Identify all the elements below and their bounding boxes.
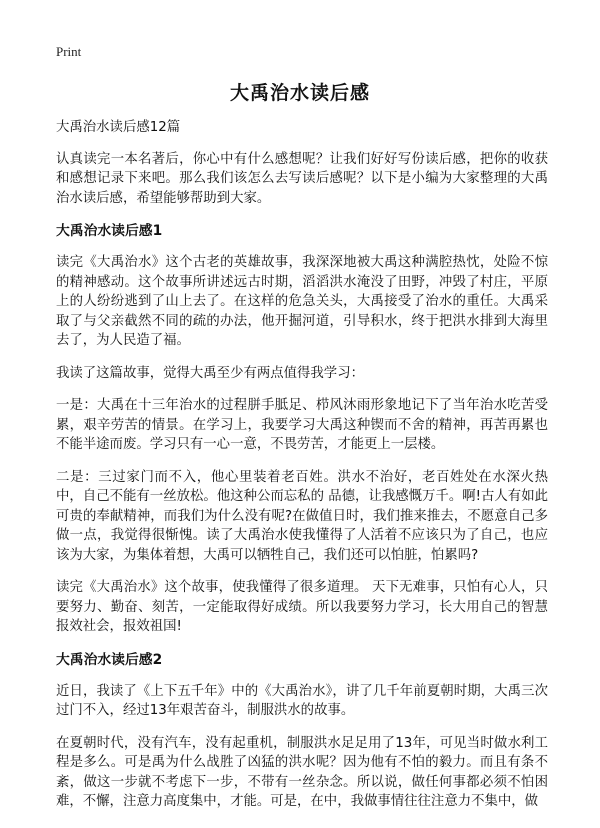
section-1-paragraph-1: 读完《大禹治水》这个古老的英雄故事，我深深地被大禹这种满腔热忱，处险不惊的精神感动。这个故事所讲述远古时期，滔滔洪水淹没了田野，冲毁了村庄，平原上的人纷纷逃到了山上去了。在这样的危急关头，大禹接受了治水的重任。大禹采取了与父亲截然不同的疏的办法，他开掘河道，引导积水，终于把洪水排到大海里去了，为人民造了福。 <box>56 255 548 348</box>
section-1-paragraph-3: 一是：大禹在十三年治水的过程胼手胝足、栉风沐雨形象地记下了当年治水吃苦受累，艰辛劳苦的情景。在学习上，我要学习大禹这种锲而不舍的精神，再苦再累也不能半途而废。学习只有一心一意，不畏劳苦，才能更上一层楼。 <box>56 398 548 452</box>
section-1-paragraph-5: 读完《大禹治水》这个故事，使我懂得了很多道理。 天下无难事，只怕有心人，只要努力、勤奋、刻苦，一定能取得好成绩。所以我要努力学习，长大用自己的智慧报效社会，报效祖国! <box>56 580 548 634</box>
section-1-paragraph-4: 二是：三过家门而不入，他心里装着老百姓。洪水不治好，老百姓处在水深火热中，自己不能有一丝放松。他这种公而忘私的 品德，让我感慨万千。啊!古人有如此可贵的奉献精神，而我们为什么没有呢?在做值日时，我们推来推去，不愿意自己多做一点，我觉得很惭愧。读了大禹治水使我懂得了人活着不应该只为了自己，也应该为大家，为集体着想，大禹可以牺牲自己，我们还可以怕脏，怕累吗? <box>56 469 548 563</box>
section-2-paragraph-2: 在夏朝时代，没有汽车，没有起重机，制服洪水足足用了13年，可见当时做水利工程是多么。可是禹为什么战胜了凶猛的洪水呢？因为他有不怕的毅力。而且有条不紊，做这一步就不考虑下一步，不带有一丝杂念。所以说，做任何事都必须不怕困难，不懈，注意力高度集中，才能。可是，在中，我做事情往往注意力不集中，做 <box>56 735 548 809</box>
section-2-paragraph-1: 近日，我读了《上下五千年》中的《大禹治水》，讲了几千年前夏朝时期，大禹三次过门不入，经过13年艰苦奋斗，制服洪水的故事。 <box>56 683 548 718</box>
section-heading-2: 大禹治水读后感2 <box>56 651 163 668</box>
article-body <box>56 118 548 825</box>
page-title: 大禹治水读后感 <box>229 82 370 104</box>
article-subtitle: 大禹治水读后感12篇 <box>56 120 181 135</box>
intro-paragraph: 认真读完一本名著后，你心中有什么感想呢？让我们好好写份读后感，把你的收获和感想记录下来吧。那么我们该怎么去写读后感呢？以下是小编为大家整理的大禹治水读后感，希望能够帮助到大家。 <box>56 151 548 206</box>
print-link[interactable]: Print <box>56 44 82 59</box>
section-heading-1: 大禹治水读后感1 <box>56 223 163 239</box>
section-1-paragraph-2: 我读了这篇故事，觉得大禹至少有两点值得我学习： <box>56 365 364 381</box>
